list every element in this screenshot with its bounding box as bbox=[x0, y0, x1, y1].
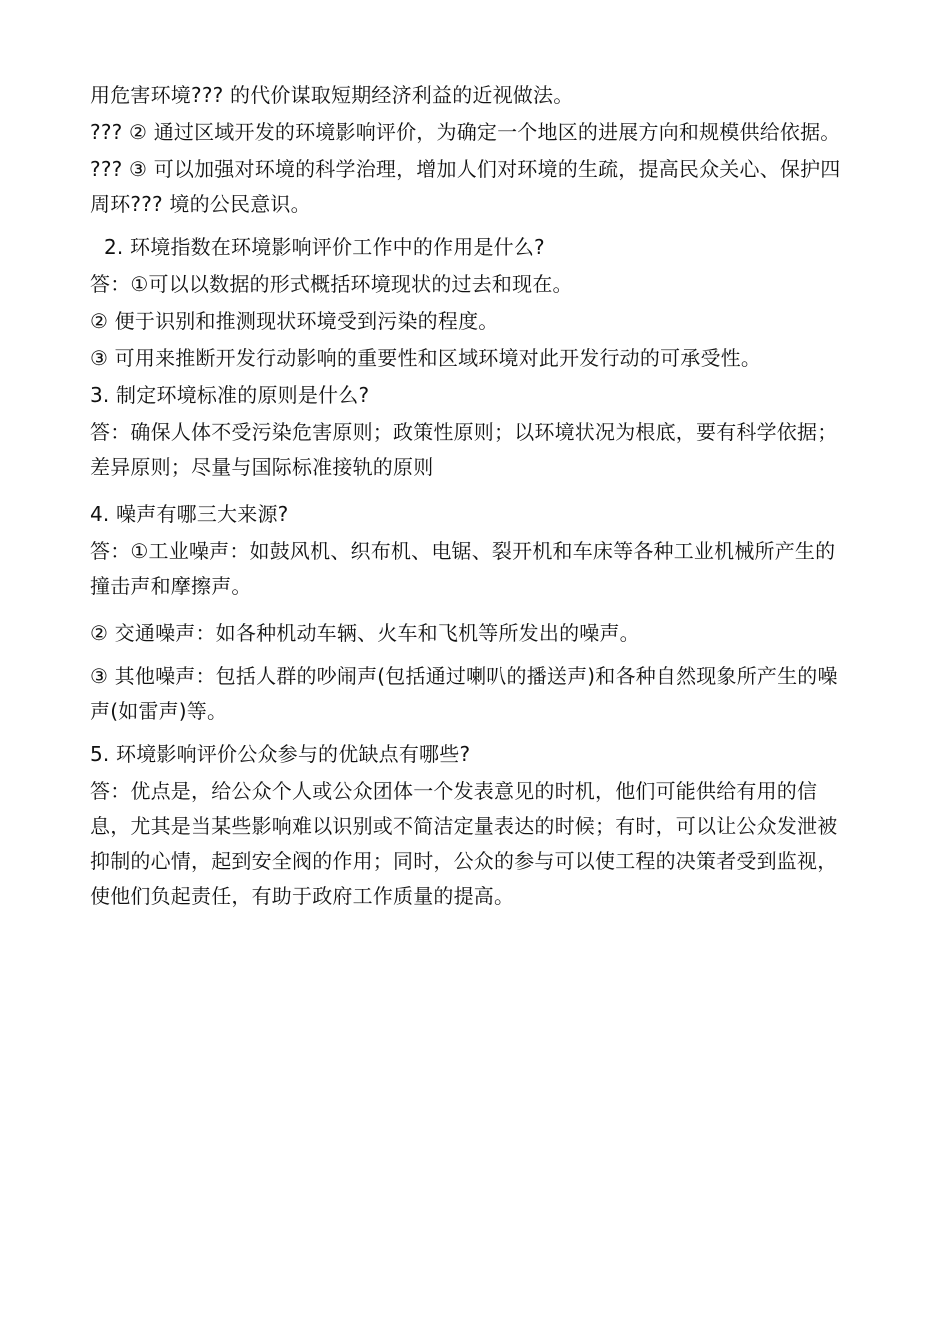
question-5-heading: 5. 环境影响评价公众参与的优缺点有哪些? bbox=[90, 742, 471, 766]
answer-4-item-1: 答：①工业噪声：如鼓风机、织布机、电锯、裂开机和车床等各种工业机械所产生的撞击声和摩擦声。 bbox=[90, 539, 836, 598]
answer-4-item-3: ③ 其他噪声：包括人群的吵闹声(包括通过喇叭的播送声)和各种自然现象所产生的噪声(如雷声)等。 bbox=[90, 664, 838, 723]
question-4-heading: 4. 噪声有哪三大来源? bbox=[90, 502, 289, 526]
answer-2-item-2: ② 便于识别和推测现状环境受到污染的程度。 bbox=[90, 309, 499, 333]
document-body bbox=[90, 78, 855, 914]
answer-3: 答：确保人体不受污染危害原则；政策性原则；以环境状况为根底，要有科学依据；差异原则；尽量与国际标准接轨的原则 bbox=[90, 420, 838, 479]
paragraph-2: ??? ② 通过区域开发的环境影响评价，为确定一个地区的进展方向和规模供给依据。 bbox=[90, 120, 841, 144]
question-3-heading: 3. 制定环境标准的原则是什么? bbox=[90, 383, 370, 407]
answer-2-item-1: 答：①可以以数据的形式概括环境现状的过去和现在。 bbox=[90, 272, 573, 296]
answer-5: 答：优点是，给公众个人或公众团体一个发表意见的时机，他们可能供给有用的信息，尤其是当某些影响难以识别或不简洁定量表达的时候；有时，可以让公众发泄被抑制的心情，起到安全阀的作用；同时，公众的参与可以使工程的决策者受到监视，使他们负起责任，有助于政府工作质量的提高。 bbox=[90, 779, 838, 908]
answer-4-item-2: ② 交通噪声：如各种机动车辆、火车和飞机等所发出的噪声。 bbox=[90, 621, 640, 645]
question-2-heading: 2. 环境指数在环境影响评价工作中的作用是什么? bbox=[104, 235, 545, 259]
paragraph-3: ??? ③ 可以加强对环境的科学治理，增加人们对环境的生疏，提高民众关心、保护四周环??? 境的公民意识。 bbox=[90, 157, 841, 216]
paragraph-1: 用危害环境??? 的代价谋取短期经济利益的近视做法。 bbox=[90, 83, 574, 107]
answer-2-item-3: ③ 可用来推断开发行动影响的重要性和区域环境对此开发行动的可承受性。 bbox=[90, 346, 762, 370]
